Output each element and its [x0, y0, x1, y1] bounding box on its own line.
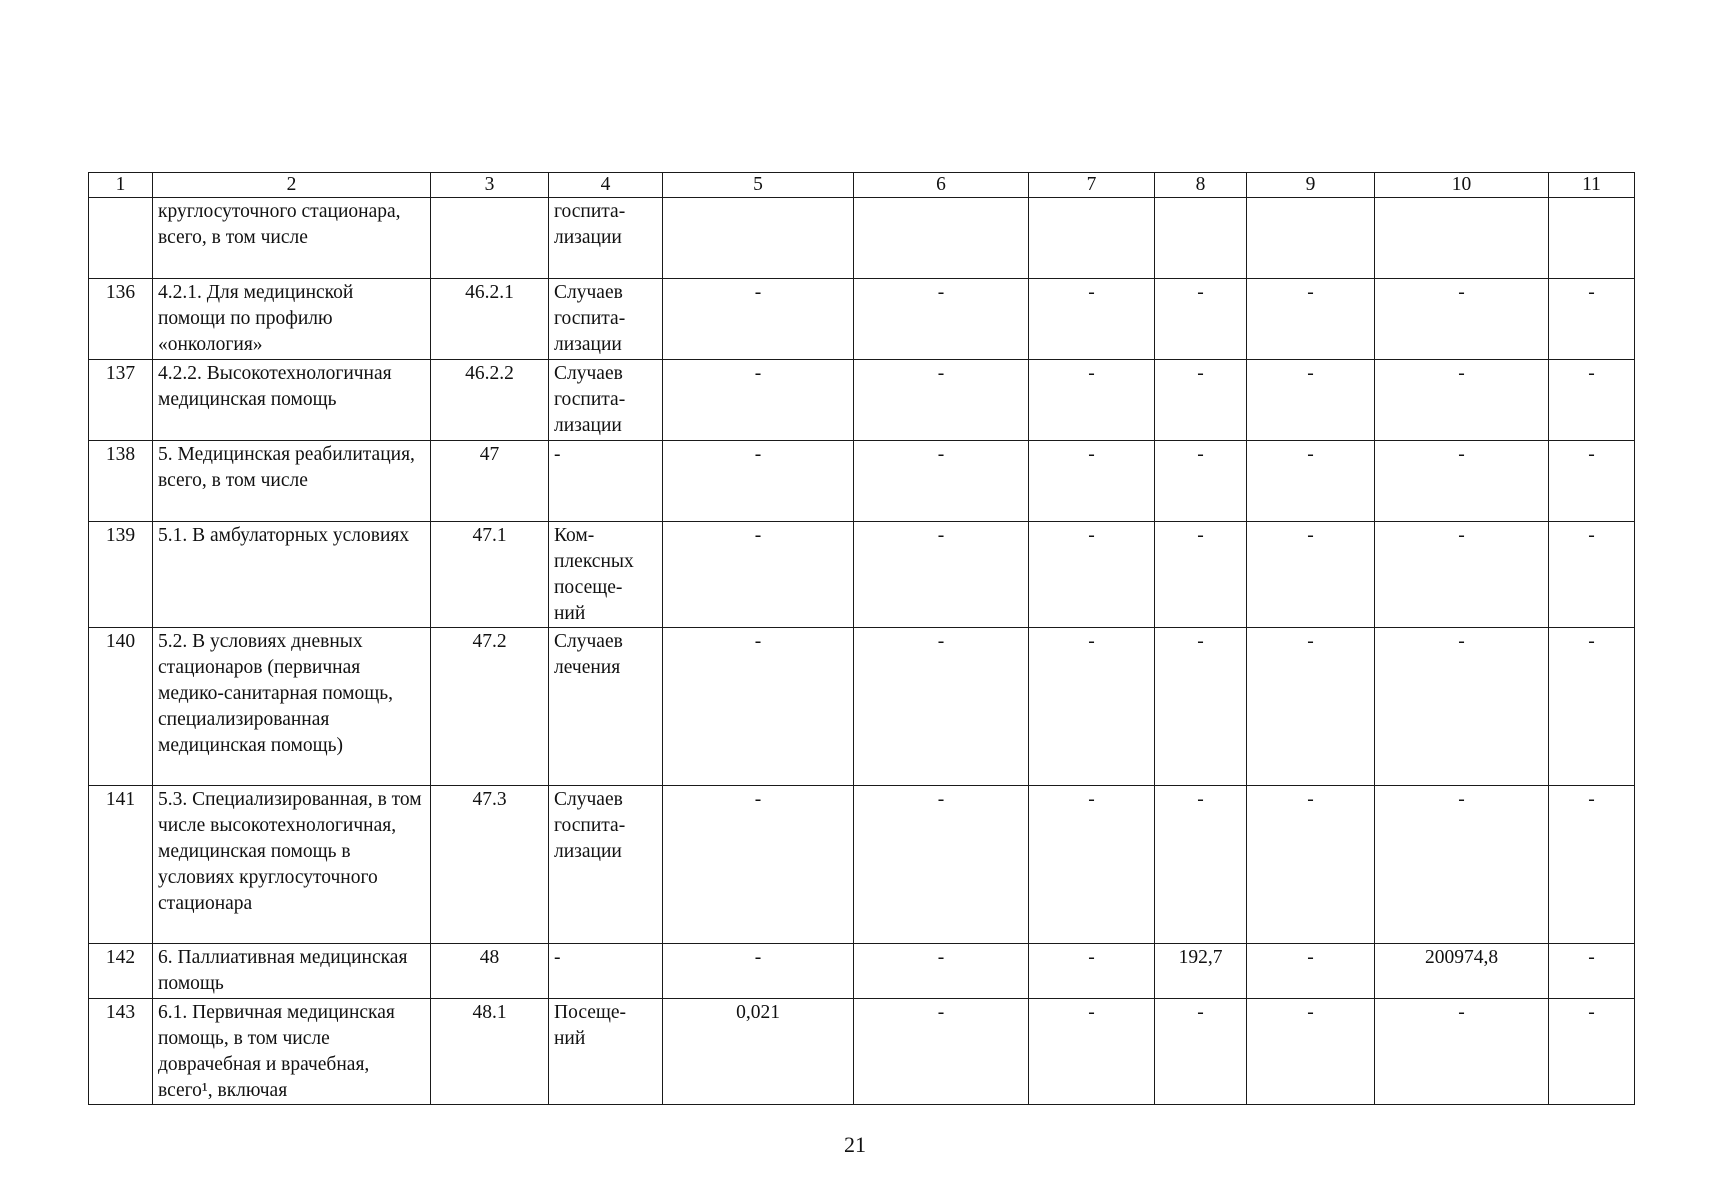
table-row: [89, 999, 1635, 1105]
unit-cell: -: [549, 441, 663, 522]
row-number-cell: 143: [89, 999, 153, 1105]
value-col-7-cell: -: [1029, 999, 1155, 1105]
value-col-11-cell: -: [1549, 441, 1635, 522]
unit-cell: Случаев лечения: [549, 628, 663, 786]
value-col-8-cell: -: [1155, 786, 1247, 944]
value-col-9-cell: -: [1247, 944, 1375, 999]
value-col-11-cell: -: [1549, 628, 1635, 786]
value-col-10-cell: [1375, 198, 1549, 279]
row-code-cell: 48: [431, 944, 549, 999]
unit-cell: Посеще- ний: [549, 999, 663, 1105]
value-col-5-cell: -: [663, 786, 854, 944]
row-code-cell: 47.3: [431, 786, 549, 944]
unit-cell: Ком- плексных посеще- ний: [549, 522, 663, 628]
value-col-11-cell: -: [1549, 999, 1635, 1105]
value-col-5-cell: -: [663, 360, 854, 441]
indicator-name-cell: 5.2. В условиях дневных стационаров (первичная медико-санитарная помощь, специализированная медицинская помощь): [153, 628, 431, 786]
value-col-5-cell: [663, 198, 854, 279]
table-row: [89, 944, 1635, 999]
value-col-6-cell: -: [854, 279, 1029, 360]
row-number-cell: 140: [89, 628, 153, 786]
column-header-7: 7: [1029, 173, 1155, 198]
unit-cell: Случаев госпита- лизации: [549, 360, 663, 441]
unit-cell: Случаев госпита- лизации: [549, 279, 663, 360]
value-col-10-cell: -: [1375, 279, 1549, 360]
page-number: 21: [844, 1132, 866, 1157]
value-col-5-cell: -: [663, 944, 854, 999]
value-col-7-cell: -: [1029, 628, 1155, 786]
value-col-11-cell: [1549, 198, 1635, 279]
value-col-8-cell: -: [1155, 279, 1247, 360]
table-body: [89, 173, 1635, 1105]
value-col-10-cell: -: [1375, 999, 1549, 1105]
row-number-cell: 137: [89, 360, 153, 441]
table-row: [89, 441, 1635, 522]
value-col-9-cell: -: [1247, 999, 1375, 1105]
column-header-4: 4: [549, 173, 663, 198]
column-header-1: 1: [89, 173, 153, 198]
value-col-5-cell: -: [663, 441, 854, 522]
row-code-cell: 46.2.1: [431, 279, 549, 360]
row-code-cell: [431, 198, 549, 279]
value-col-10-cell: -: [1375, 628, 1549, 786]
table-row: [89, 786, 1635, 944]
column-header-3: 3: [431, 173, 549, 198]
value-col-5-cell: -: [663, 628, 854, 786]
indicator-name-cell: 4.2.2. Высокотехнологичная медицинская помощь: [153, 360, 431, 441]
value-col-8-cell: -: [1155, 628, 1247, 786]
row-code-cell: 48.1: [431, 999, 549, 1105]
value-col-8-cell: 192,7: [1155, 944, 1247, 999]
value-col-8-cell: -: [1155, 999, 1247, 1105]
row-number-cell: 136: [89, 279, 153, 360]
value-col-7-cell: -: [1029, 944, 1155, 999]
value-col-8-cell: -: [1155, 360, 1247, 441]
column-header-11: 11: [1549, 173, 1635, 198]
row-number-cell: [89, 198, 153, 279]
value-col-9-cell: -: [1247, 441, 1375, 522]
value-col-5-cell: -: [663, 522, 854, 628]
column-header-8: 8: [1155, 173, 1247, 198]
value-col-7-cell: -: [1029, 786, 1155, 944]
row-number-cell: 139: [89, 522, 153, 628]
value-col-8-cell: -: [1155, 441, 1247, 522]
value-col-9-cell: -: [1247, 522, 1375, 628]
value-col-8-cell: -: [1155, 522, 1247, 628]
indicator-name-cell: 5.3. Специализированная, в том числе высокотехнологичная, медицинская помощь в условиях круглосуточного стационара: [153, 786, 431, 944]
indicator-name-cell: круглосуточного стационара, всего, в том числе: [153, 198, 431, 279]
value-col-7-cell: [1029, 198, 1155, 279]
value-col-8-cell: [1155, 198, 1247, 279]
indicator-name-cell: 4.2.1. Для медицинской помощи по профилю «онкология»: [153, 279, 431, 360]
value-col-7-cell: -: [1029, 441, 1155, 522]
value-col-10-cell: 200974,8: [1375, 944, 1549, 999]
table-row: [89, 198, 1635, 279]
row-code-cell: 47: [431, 441, 549, 522]
unit-cell: -: [549, 944, 663, 999]
column-header-5: 5: [663, 173, 854, 198]
column-header-9: 9: [1247, 173, 1375, 198]
value-col-9-cell: -: [1247, 628, 1375, 786]
value-col-11-cell: -: [1549, 360, 1635, 441]
value-col-7-cell: -: [1029, 522, 1155, 628]
value-col-6-cell: -: [854, 999, 1029, 1105]
indicator-name-cell: 6.1. Первичная медицинская помощь, в том числе доврачебная и врачебная, всего¹, включая: [153, 999, 431, 1105]
value-col-10-cell: -: [1375, 786, 1549, 944]
indicator-name-cell: 5. Медицинская реабилитация, всего, в том числе: [153, 441, 431, 522]
column-header-10: 10: [1375, 173, 1549, 198]
indicator-name-cell: 5.1. В амбулаторных условиях: [153, 522, 431, 628]
table-row: [89, 522, 1635, 628]
value-col-6-cell: -: [854, 786, 1029, 944]
value-col-11-cell: -: [1549, 279, 1635, 360]
value-col-9-cell: -: [1247, 279, 1375, 360]
value-col-10-cell: -: [1375, 441, 1549, 522]
row-code-cell: 47.1: [431, 522, 549, 628]
row-number-cell: 138: [89, 441, 153, 522]
row-number-cell: 142: [89, 944, 153, 999]
value-col-7-cell: -: [1029, 279, 1155, 360]
value-col-6-cell: -: [854, 944, 1029, 999]
unit-cell: Случаев госпита- лизации: [549, 786, 663, 944]
value-col-6-cell: -: [854, 441, 1029, 522]
table-row: [89, 279, 1635, 360]
value-col-11-cell: -: [1549, 944, 1635, 999]
row-number-cell: 141: [89, 786, 153, 944]
table-header-row: [89, 173, 1635, 198]
column-header-6: 6: [854, 173, 1029, 198]
value-col-11-cell: -: [1549, 786, 1635, 944]
value-col-9-cell: [1247, 198, 1375, 279]
value-col-6-cell: -: [854, 360, 1029, 441]
value-col-5-cell: 0,021: [663, 999, 854, 1105]
table-row: [89, 360, 1635, 441]
value-col-5-cell: -: [663, 279, 854, 360]
value-col-9-cell: -: [1247, 786, 1375, 944]
indicator-name-cell: 6. Паллиативная медицинская помощь: [153, 944, 431, 999]
value-col-6-cell: -: [854, 628, 1029, 786]
value-col-10-cell: -: [1375, 360, 1549, 441]
value-col-9-cell: -: [1247, 360, 1375, 441]
value-col-6-cell: [854, 198, 1029, 279]
value-col-10-cell: -: [1375, 522, 1549, 628]
value-col-6-cell: -: [854, 522, 1029, 628]
unit-cell: госпита- лизации: [549, 198, 663, 279]
row-code-cell: 47.2: [431, 628, 549, 786]
value-col-11-cell: -: [1549, 522, 1635, 628]
data-table: [88, 172, 1635, 1105]
row-code-cell: 46.2.2: [431, 360, 549, 441]
column-header-2: 2: [153, 173, 431, 198]
table-row: [89, 628, 1635, 786]
value-col-7-cell: -: [1029, 360, 1155, 441]
